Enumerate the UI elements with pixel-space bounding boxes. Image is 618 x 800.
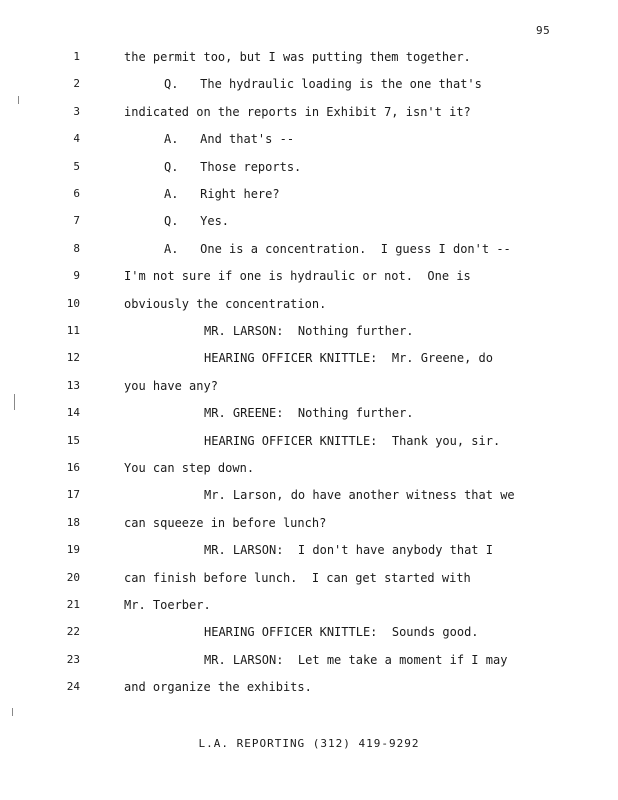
transcript-line	[0, 351, 618, 371]
line-number: 5	[73, 159, 80, 173]
transcript-line	[0, 598, 618, 618]
transcript-line	[0, 625, 618, 645]
transcript-line	[0, 242, 618, 262]
line-text: obviously the concentration.	[124, 296, 327, 311]
transcript-line	[0, 160, 618, 180]
line-number: 16	[66, 461, 80, 474]
transcript-line	[0, 324, 618, 344]
line-text: A. Right here?	[164, 187, 280, 201]
line-number: 23	[66, 652, 80, 666]
line-number: 6	[73, 187, 80, 200]
transcript-line	[0, 488, 618, 508]
line-text: I'm not sure if one is hydraulic or not. One is	[124, 269, 471, 284]
transcript-line	[0, 50, 618, 70]
transcript-line	[0, 105, 618, 125]
transcript-line	[0, 187, 618, 207]
line-text: You can step down.	[124, 461, 255, 475]
line-number: 8	[73, 241, 80, 255]
line-number: 4	[73, 132, 80, 146]
transcript-line	[0, 214, 618, 234]
line-number: 13	[66, 378, 80, 392]
reporter-footer: L.A. REPORTING (312) 419-9292	[198, 737, 420, 750]
line-number: 17	[66, 488, 80, 502]
line-text: A. One is a concentration. I guess I don't --	[164, 241, 511, 256]
transcript-line	[0, 653, 618, 673]
line-number: 21	[66, 598, 80, 611]
line-text: HEARING OFFICER KNITTLE: Mr. Greene, do	[204, 351, 493, 366]
line-text: HEARING OFFICER KNITTLE: Thank you, sir.	[204, 433, 501, 448]
line-text: can finish before lunch. I can get started with	[124, 570, 471, 585]
line-number: 22	[66, 625, 80, 639]
transcript-line	[0, 680, 618, 700]
line-text: Q. The hydraulic loading is the one that's	[164, 77, 482, 92]
line-text: Q. Yes.	[164, 214, 230, 229]
line-number: 20	[66, 570, 80, 584]
line-text: Mr. Larson, do have another witness that we	[204, 488, 515, 503]
transcript-line	[0, 132, 618, 152]
scan-speck	[12, 708, 16, 716]
line-number: 3	[73, 104, 80, 118]
line-text: and organize the exhibits.	[124, 680, 312, 695]
line-text: you have any?	[124, 378, 218, 393]
line-text: MR. GREENE: Nothing further.	[204, 406, 414, 421]
line-text: MR. LARSON: Let me take a moment if I may	[204, 652, 508, 667]
scan-speck	[18, 96, 22, 104]
line-text: A. And that's --	[164, 132, 295, 147]
transcript-line	[0, 543, 618, 563]
transcript-line	[0, 379, 618, 399]
transcript-line	[0, 297, 618, 317]
line-text: indicated on the reports in Exhibit 7, isn't it?	[124, 104, 471, 119]
transcript-line	[0, 461, 618, 481]
line-number: 1	[73, 50, 80, 63]
page-number: 95	[536, 24, 551, 37]
line-text: MR. LARSON: I don't have anybody that I	[204, 543, 493, 558]
transcript-line	[0, 571, 618, 591]
line-number: 24	[66, 680, 80, 694]
scan-speck	[14, 394, 18, 410]
line-number: 10	[66, 296, 80, 310]
line-text: can squeeze in before lunch?	[124, 515, 327, 530]
transcript-line	[0, 269, 618, 289]
line-number: 12	[66, 351, 80, 365]
transcript-line	[0, 434, 618, 454]
line-number: 11	[66, 324, 80, 337]
line-text: the permit too, but I was putting them together.	[124, 50, 471, 64]
line-number: 19	[66, 543, 80, 557]
line-number: 15	[66, 433, 80, 447]
transcript-line	[0, 406, 618, 426]
line-text: HEARING OFFICER KNITTLE: Sounds good.	[204, 625, 479, 640]
line-text: MR. LARSON: Nothing further.	[204, 324, 414, 338]
line-text: Q. Those reports.	[164, 159, 302, 174]
line-number: 18	[66, 515, 80, 529]
line-number: 7	[73, 214, 80, 228]
line-number: 2	[73, 77, 80, 91]
transcript-line	[0, 516, 618, 536]
line-number: 9	[73, 269, 80, 283]
line-number: 14	[66, 406, 80, 420]
transcript-line	[0, 77, 618, 97]
line-text: Mr. Toerber.	[124, 598, 211, 612]
